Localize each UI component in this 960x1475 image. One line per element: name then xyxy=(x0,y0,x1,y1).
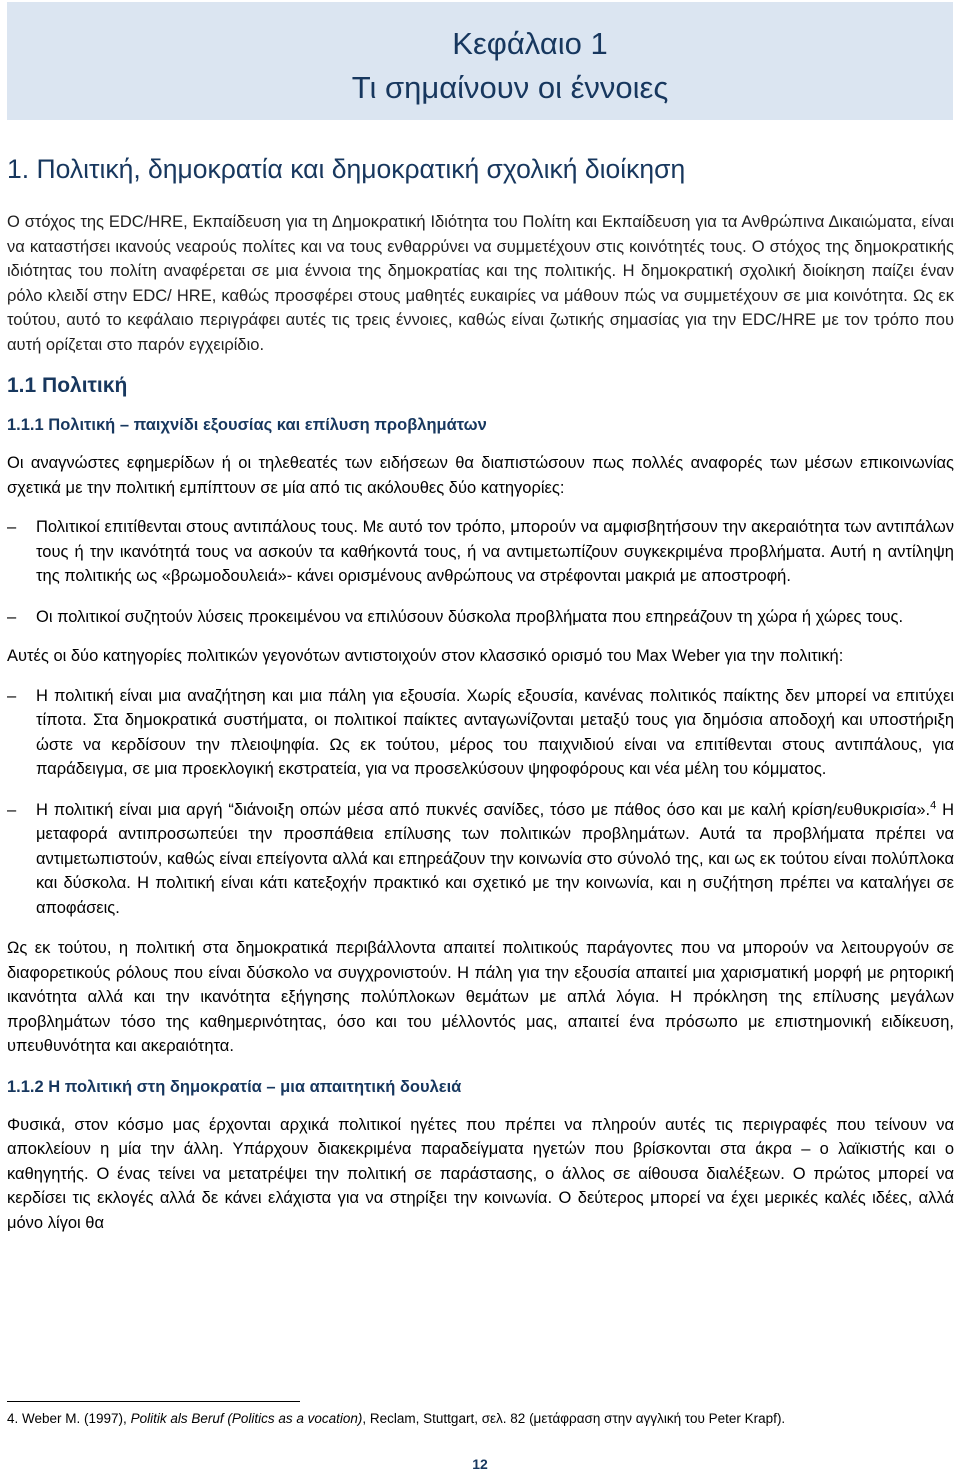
dash-bullet: – xyxy=(7,686,17,705)
footnote-prefix: 4. Weber M. (1997), xyxy=(7,1411,131,1426)
list-item xyxy=(7,684,954,782)
paragraph-weber: Αυτές οι δύο κατηγορίες πολιτικών γεγονότων αντιστοιχούν στον κλασσικό ορισμό του Max Weber για την πολιτική: xyxy=(7,647,844,665)
list-item-text: Η πολιτική είναι μια αναζήτηση και μια πάλη για εξουσία. Χωρίς εξουσία, κανένας πολιτικός παίκτης δεν μπορεί να επιτύχει τίποτα. Στα δημοκρατικά συστήματα, οι πολιτικοί παίκτες ανταγωνίζονται μεταξύ τους για δημόσια αποδοχή και υποστήριξη ώστε να κερδίσουν την πλειοψηφία. Ως εκ τούτου, μέρος του παιχνιδιού είναι να επιτίθενται στους αντιπάλους, για παράδειγμα, σε μια προεκλογική εκστρατεία, για να προσελκύσουν ψηφοφόρους και νέα μέλη του κόμματος. xyxy=(36,686,954,778)
footnote xyxy=(7,1411,785,1426)
dash-bullet: – xyxy=(7,518,17,536)
paragraph-readers: Οι αναγνώστες εφημερίδων ή οι τηλεθεατές των ειδήσεων θα διαπιστώσουν πως πολλές αναφορές των μέσων επικοινωνίας σχετικά με την πολιτική εμπίπτουν σε μία από τις ακόλουθες δύο κατηγορίες: xyxy=(7,454,954,497)
subsection-heading-1-1: 1.1 Πολιτική xyxy=(7,374,128,397)
subsection-heading-1-1-1: 1.1.1 Πολιτική – παιχνίδι εξουσίας και επίλυση προβλημάτων xyxy=(7,416,487,434)
list-item xyxy=(7,605,954,630)
footnote-separator xyxy=(7,1401,300,1402)
section-title: 1. Πολιτική, δημοκρατία και δημοκρατική σχολική διοίκηση xyxy=(7,154,686,184)
footnote-reference: 4 xyxy=(930,799,937,811)
chapter-header xyxy=(7,2,953,120)
chapter-title: Τι σημαίνουν οι έννοιες xyxy=(351,70,669,105)
list-item-text: Πολιτικοί επιτίθενται στους αντιπάλους τους. Με αυτό τον τρόπο, μπορούν να αμφισβητήσουν την ακεραιότητα των αντιπάλων τους ή την ικανότητά τους να ασκούν τα καθήκοντά τους, ή να αντιμετωπίζουν συγκεκριμένα προβλήματα. Αυτή η αντίληψη της πολιτικής ως «βρωμοδουλειά»- κάνει ορισμένους ανθρώπους να στρέφονται μακριά με αποστροφή. xyxy=(36,518,954,585)
intro-paragraph xyxy=(7,210,954,357)
main-content xyxy=(7,210,954,1235)
footnote-suffix: , Reclam, Stuttgart, σελ. 82 (μετάφραση στην αγγλική του Peter Krapf). xyxy=(362,1411,786,1426)
intro-part1: Ο στόχος της EDC/HRE, Εκπαίδευση για τη Δημοκρατική Ιδιότητα του Πολίτη και Εκπαίδευση για τα Ανθρώπινα Δικαιώματα, είναι να καταστήσει ικανούς νεαρούς πολίτες και να τους ενθαρρύνει να συμμετέχουν στις κοινότητές τους. xyxy=(7,213,954,256)
intro-part2: Ο στόχος της δημοκρατικής ιδιότητας του πολίτη αναφέρεται σε μια έννοια της δημοκρατίας και της πολιτικής. Η δημοκρατική σχολική διοίκηση παίζει έναν ρόλο κλειδί στην EDC/ HRE, καθώς προσφέρει στους μαθητές ευκαιρίες να μάθουν πώς να συμμετέχουν σε μια κοινότητα. Ως εκ τούτου, αυτό το κεφάλαιο περιγράφει αυτές τις τρεις έννοιες, καθώς είναι ζωτικής σημασίας για την EDC/HRE με τον τρόπο που αυτή ορίζεται στο παρόν εγχειρίδιο. xyxy=(7,237,954,354)
dash-bullet: – xyxy=(7,800,17,819)
list-item xyxy=(7,798,954,921)
list-item xyxy=(7,515,954,589)
list-item-text-after: Η μεταφορά αντιπροσωπεύει την προσπάθεια επίλυσης των πολιτικών προβλημάτων. Αυτά τα προβλήματα πρέπει να αντιμετωπιστούν, καθώς είναι επείγοντα αλλά και επηρεάζουν την κοινωνία στο σύνολό της, και ως εκ τούτου είναι πολύπλοκα και δύσκολα. Η πολιτική είναι κάτι κατεξοχήν πρακτικό και σχετικό με την κοινωνία, και η συζήτηση πρέπει να καταλήγει σε αποφάσεις. xyxy=(36,800,954,917)
footnote-title: Politik als Beruf (Politics as a vocation) xyxy=(130,1411,363,1426)
dash-bullet: – xyxy=(7,607,17,626)
paragraph-leaders: Φυσικά, στον κόσμο μας έρχονται αρχικά πολιτικοί ηγέτες που πρέπει να πληρούν αυτές τις περιγραφές που τείνουν να αποκλείουν η μία την άλλη. Υπάρχουν διακεκριμένα παραδείγματα ηγετών που βρίσκονται στα άκρα – ο λαϊκιστής και ο καθηγητής. Ο ένας τείνει να μετατρέψει την πολιτική σε παράστασης, ο άλλος σε αίθουσα διαλέξεων. Ο πρώτος μπορεί να κερδίσει τις εκλογές αλλά δε κάνει ελάχιστα για να στηρίξει την κοινωνία. Ο δεύτερος μπορεί να έχει μερικές καλές ιδέες, αλλά μόνο λίγοι θα xyxy=(7,1115,954,1232)
chapter-number: Κεφάλαιο 1 xyxy=(452,26,608,61)
list-item-text-before: Η πολιτική είναι μια αργή “διάνοιξη οπών μέσα από πυκνές σανίδες, τόσο με πάθος όσο και με καλή κρίση/ευθυκρισία». xyxy=(36,800,931,819)
paragraph-consequence: Ως εκ τούτου, η πολιτική στα δημοκρατικά περιβάλλοντα απαιτεί πολιτικούς παράγοντες που να μπορούν να λειτουργούν σε διαφορετικούς ρόλους που είναι δύσκολο να συγχρονιστούν. Η πάλη για την εξουσία απαιτεί μια χαρισματική μορφή με ρητορική ικανότητα αλλά και την ικανότητα εξήγησης πολύπλοκων θεμάτων με απλά λόγια. Η πρόκληση της επίλυσης μεγάλων προβλημάτων τόσο της καθημερινότητας, όσο και του μέλλοντός μας, απαιτεί ένα πρόσωπο με επιστημονική ειδίκευση, υπευθυνότητα και ακεραιότητα. xyxy=(7,939,954,1055)
page-number: 12 xyxy=(472,1456,488,1472)
subsection-heading-1-1-2: 1.1.2 Η πολιτική στη δημοκρατία – μια απαιτητική δουλειά xyxy=(7,1077,462,1096)
list-item-text: Οι πολιτικοί συζητούν λύσεις προκειμένου να επιλύσουν δύσκολα προβλήματα που επηρεάζουν τη χώρα ή χώρες τους. xyxy=(36,607,904,626)
